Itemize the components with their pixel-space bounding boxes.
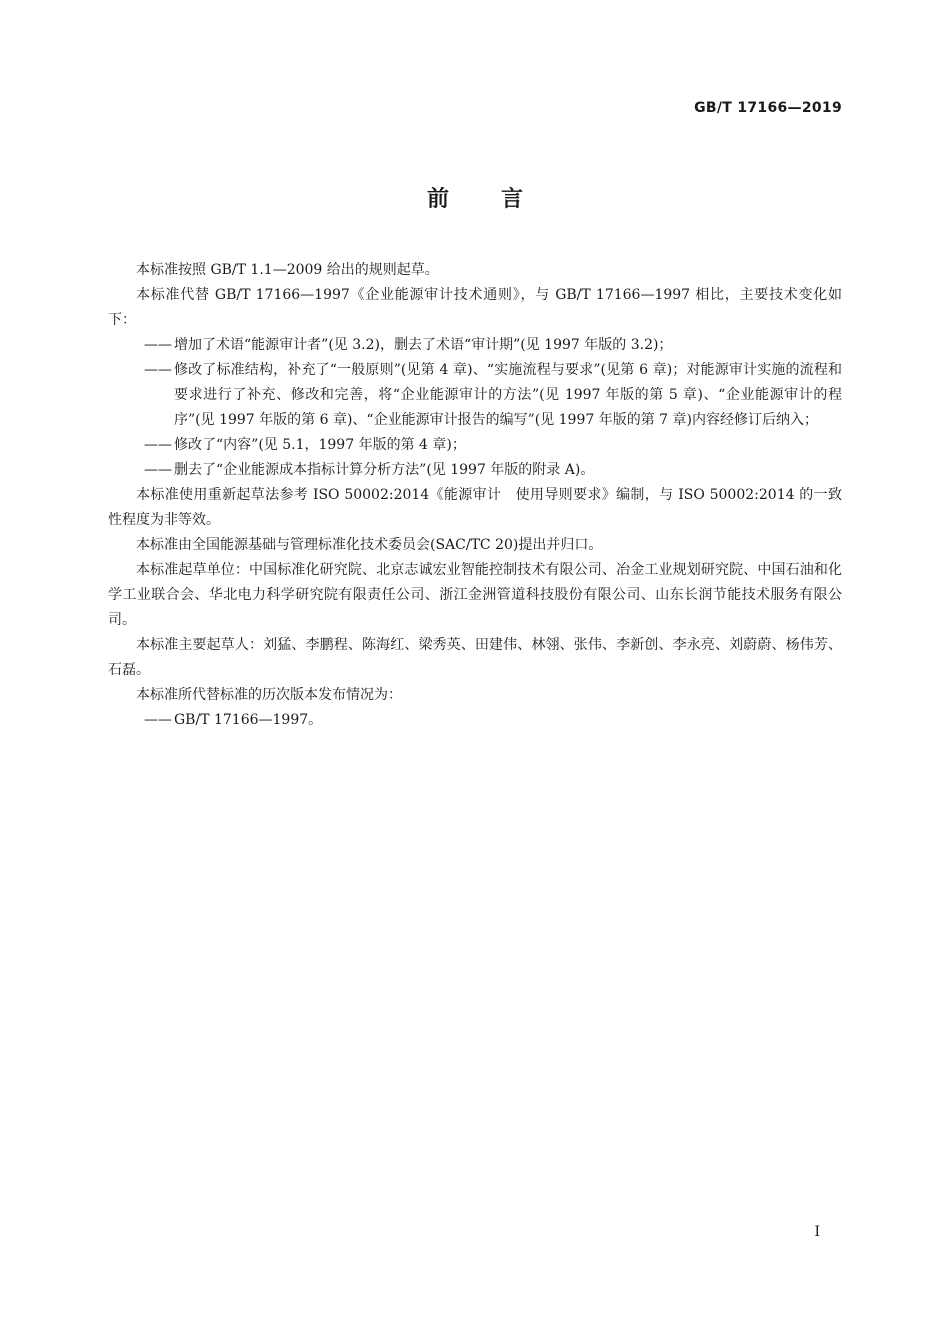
paragraph-replacement: 本标准代替 GB/T 17166—1997《企业能源审计技术通则》，与 GB/T 17166—1997 相比，主要技术变化如下： — [108, 287, 842, 328]
change-item-text: 修改了“内容”(见 5.1，1997 年版的第 4 章)； — [174, 437, 466, 453]
dash-marker: —— — [144, 362, 172, 378]
paragraph-proposer: 本标准由全国能源基础与管理标准化技术委员会(SAC/TC 20)提出并归口。 — [136, 537, 603, 553]
history-item-text: GB/T 17166—1997。 — [174, 712, 323, 728]
page-number: I — [814, 1224, 820, 1240]
dash-marker: —— — [144, 462, 172, 478]
paragraph-drafters: 本标准主要起草人：刘猛、李鹏程、陈海红、梁秀英、田建伟、林翎、张伟、李新创、李永亮、刘蔚蔚、杨伟芳、石磊。 — [108, 637, 842, 678]
dash-marker: —— — [144, 437, 172, 453]
change-item — [108, 433, 842, 458]
dash-marker: —— — [144, 337, 172, 353]
history-item — [108, 708, 842, 733]
change-item-text: 修改了标准结构，补充了“一般原则”(见第 4 章)、“实施流程与要求”(见第 6 章)；对能源审计实施的流程和要求进行了补充、修改和完善，将“企业能源审计的方法”(见 1997 年版的第 5 章)、“企业能源审计的程序”(见 1997 年版的第 6 章)、“企业能源审计报告的编写”(见 1997 年版的第 7 章)内容经修订后纳入； — [174, 362, 842, 428]
paragraph-drafting-units: 本标准起草单位：中国标准化研究院、北京志诚宏业智能控制技术有限公司、冶金工业规划研究院、中国石油和化学工业联合会、华北电力科学研究院有限责任公司、浙江金洲管道科技股份有限公司、山东长润节能技术服务有限公司。 — [108, 562, 842, 628]
paragraph-iso-reference: 本标准使用重新起草法参考 ISO 50002:2014《能源审计 使用导则要求》编制，与 ISO 50002:2014 的一致性程度为非等效。 — [108, 487, 842, 528]
change-item-text: 增加了术语“能源审计者”(见 3.2)，删去了术语“审计期”(见 1997 年版的 3.2)； — [174, 337, 673, 353]
dash-marker: —— — [144, 712, 172, 728]
change-item — [108, 333, 842, 358]
change-item — [108, 458, 842, 483]
paragraph-drafting-rules: 本标准按照 GB/T 1.1—2009 给出的规则起草。 — [136, 262, 439, 278]
page-title: 前言 — [426, 187, 575, 212]
change-item-text: 删去了“企业能源成本指标计算分析方法”(见 1997 年版的附录 A)。 — [174, 462, 595, 478]
paragraph-history-intro: 本标准所代替标准的历次版本发布情况为： — [136, 687, 402, 703]
foreword-content — [108, 258, 842, 733]
change-item — [108, 358, 842, 433]
standard-code: GB/T 17166—2019 — [694, 100, 842, 116]
